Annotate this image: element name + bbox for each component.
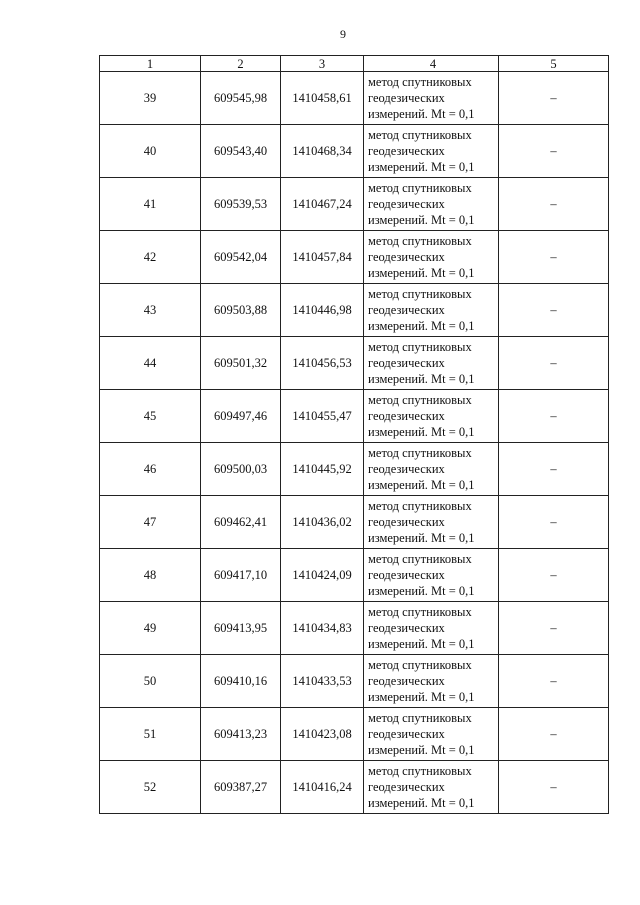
x-coordinate-cell: 609413,95 bbox=[201, 602, 281, 655]
table-row bbox=[100, 390, 609, 443]
table-row bbox=[100, 443, 609, 496]
table-row bbox=[100, 337, 609, 390]
column-header: 3 bbox=[281, 56, 364, 72]
point-number-cell: 50 bbox=[100, 655, 201, 708]
table-row bbox=[100, 178, 609, 231]
point-number-cell: 51 bbox=[100, 708, 201, 761]
column-header: 4 bbox=[364, 56, 499, 72]
table-row bbox=[100, 125, 609, 178]
note-cell: – bbox=[499, 761, 609, 814]
note-cell: – bbox=[499, 443, 609, 496]
method-text: метод спутниковых геодезических измерений. Mt = 0,1 bbox=[368, 605, 475, 651]
note-cell: – bbox=[499, 549, 609, 602]
y-coordinate-cell: 1410424,09 bbox=[281, 549, 364, 602]
method-cell bbox=[364, 284, 499, 337]
y-coordinate-cell: 1410457,84 bbox=[281, 231, 364, 284]
x-coordinate-cell: 609462,41 bbox=[201, 496, 281, 549]
method-text: метод спутниковых геодезических измерений. Mt = 0,1 bbox=[368, 128, 475, 174]
table-row bbox=[100, 708, 609, 761]
column-header: 2 bbox=[201, 56, 281, 72]
table-row bbox=[100, 284, 609, 337]
note-cell: – bbox=[499, 390, 609, 443]
note-cell: – bbox=[499, 178, 609, 231]
y-coordinate-cell: 1410416,24 bbox=[281, 761, 364, 814]
y-coordinate-cell: 1410423,08 bbox=[281, 708, 364, 761]
coordinates-table bbox=[99, 55, 609, 814]
method-text: метод спутниковых геодезических измерений. Mt = 0,1 bbox=[368, 658, 475, 704]
method-cell bbox=[364, 708, 499, 761]
method-cell bbox=[364, 125, 499, 178]
method-cell bbox=[364, 178, 499, 231]
point-number-cell: 46 bbox=[100, 443, 201, 496]
y-coordinate-cell: 1410434,83 bbox=[281, 602, 364, 655]
point-number-cell: 40 bbox=[100, 125, 201, 178]
x-coordinate-cell: 609497,46 bbox=[201, 390, 281, 443]
point-number-cell: 39 bbox=[100, 72, 201, 125]
method-cell bbox=[364, 390, 499, 443]
method-text: метод спутниковых геодезических измерений. Mt = 0,1 bbox=[368, 764, 475, 810]
method-text: метод спутниковых геодезических измерений. Mt = 0,1 bbox=[368, 287, 475, 333]
point-number-cell: 41 bbox=[100, 178, 201, 231]
y-coordinate-cell: 1410468,34 bbox=[281, 125, 364, 178]
y-coordinate-cell: 1410433,53 bbox=[281, 655, 364, 708]
point-number-cell: 43 bbox=[100, 284, 201, 337]
note-cell: – bbox=[499, 708, 609, 761]
x-coordinate-cell: 609410,16 bbox=[201, 655, 281, 708]
point-number-cell: 44 bbox=[100, 337, 201, 390]
x-coordinate-cell: 609545,98 bbox=[201, 72, 281, 125]
point-number-cell: 49 bbox=[100, 602, 201, 655]
y-coordinate-cell: 1410458,61 bbox=[281, 72, 364, 125]
x-coordinate-cell: 609500,03 bbox=[201, 443, 281, 496]
method-cell bbox=[364, 231, 499, 284]
y-coordinate-cell: 1410446,98 bbox=[281, 284, 364, 337]
y-coordinate-cell: 1410456,53 bbox=[281, 337, 364, 390]
y-coordinate-cell: 1410445,92 bbox=[281, 443, 364, 496]
method-text: метод спутниковых геодезических измерений. Mt = 0,1 bbox=[368, 393, 475, 439]
method-cell bbox=[364, 655, 499, 708]
table-row bbox=[100, 761, 609, 814]
method-text: метод спутниковых геодезических измерений. Mt = 0,1 bbox=[368, 234, 475, 280]
table-row bbox=[100, 496, 609, 549]
table-row bbox=[100, 549, 609, 602]
method-text: метод спутниковых геодезических измерений. Mt = 0,1 bbox=[368, 446, 475, 492]
x-coordinate-cell: 609539,53 bbox=[201, 178, 281, 231]
page-number: 9 bbox=[340, 27, 346, 41]
method-cell bbox=[364, 496, 499, 549]
point-number-cell: 45 bbox=[100, 390, 201, 443]
method-text: метод спутниковых геодезических измерений. Mt = 0,1 bbox=[368, 181, 475, 227]
table-header-row bbox=[100, 56, 609, 72]
note-cell: – bbox=[499, 496, 609, 549]
method-cell bbox=[364, 443, 499, 496]
table-row bbox=[100, 602, 609, 655]
point-number-cell: 47 bbox=[100, 496, 201, 549]
note-cell: – bbox=[499, 284, 609, 337]
method-text: метод спутниковых геодезических измерений. Mt = 0,1 bbox=[368, 499, 475, 545]
column-header: 5 bbox=[499, 56, 609, 72]
column-header: 1 bbox=[100, 56, 201, 72]
y-coordinate-cell: 1410467,24 bbox=[281, 178, 364, 231]
note-cell: – bbox=[499, 337, 609, 390]
x-coordinate-cell: 609542,04 bbox=[201, 231, 281, 284]
x-coordinate-cell: 609387,27 bbox=[201, 761, 281, 814]
point-number-cell: 42 bbox=[100, 231, 201, 284]
note-cell: – bbox=[499, 72, 609, 125]
note-cell: – bbox=[499, 655, 609, 708]
table-row bbox=[100, 72, 609, 125]
x-coordinate-cell: 609413,23 bbox=[201, 708, 281, 761]
point-number-cell: 52 bbox=[100, 761, 201, 814]
method-cell bbox=[364, 337, 499, 390]
x-coordinate-cell: 609501,32 bbox=[201, 337, 281, 390]
table-row bbox=[100, 655, 609, 708]
x-coordinate-cell: 609417,10 bbox=[201, 549, 281, 602]
x-coordinate-cell: 609503,88 bbox=[201, 284, 281, 337]
method-text: метод спутниковых геодезических измерений. Mt = 0,1 bbox=[368, 75, 475, 121]
point-number-cell: 48 bbox=[100, 549, 201, 602]
method-text: метод спутниковых геодезических измерений. Mt = 0,1 bbox=[368, 711, 475, 757]
method-text: метод спутниковых геодезических измерений. Mt = 0,1 bbox=[368, 340, 475, 386]
note-cell: – bbox=[499, 602, 609, 655]
method-text: метод спутниковых геодезических измерений. Mt = 0,1 bbox=[368, 552, 475, 598]
note-cell: – bbox=[499, 231, 609, 284]
method-cell bbox=[364, 602, 499, 655]
table-row bbox=[100, 231, 609, 284]
y-coordinate-cell: 1410455,47 bbox=[281, 390, 364, 443]
x-coordinate-cell: 609543,40 bbox=[201, 125, 281, 178]
note-cell: – bbox=[499, 125, 609, 178]
method-cell bbox=[364, 549, 499, 602]
method-cell bbox=[364, 761, 499, 814]
method-cell bbox=[364, 72, 499, 125]
y-coordinate-cell: 1410436,02 bbox=[281, 496, 364, 549]
